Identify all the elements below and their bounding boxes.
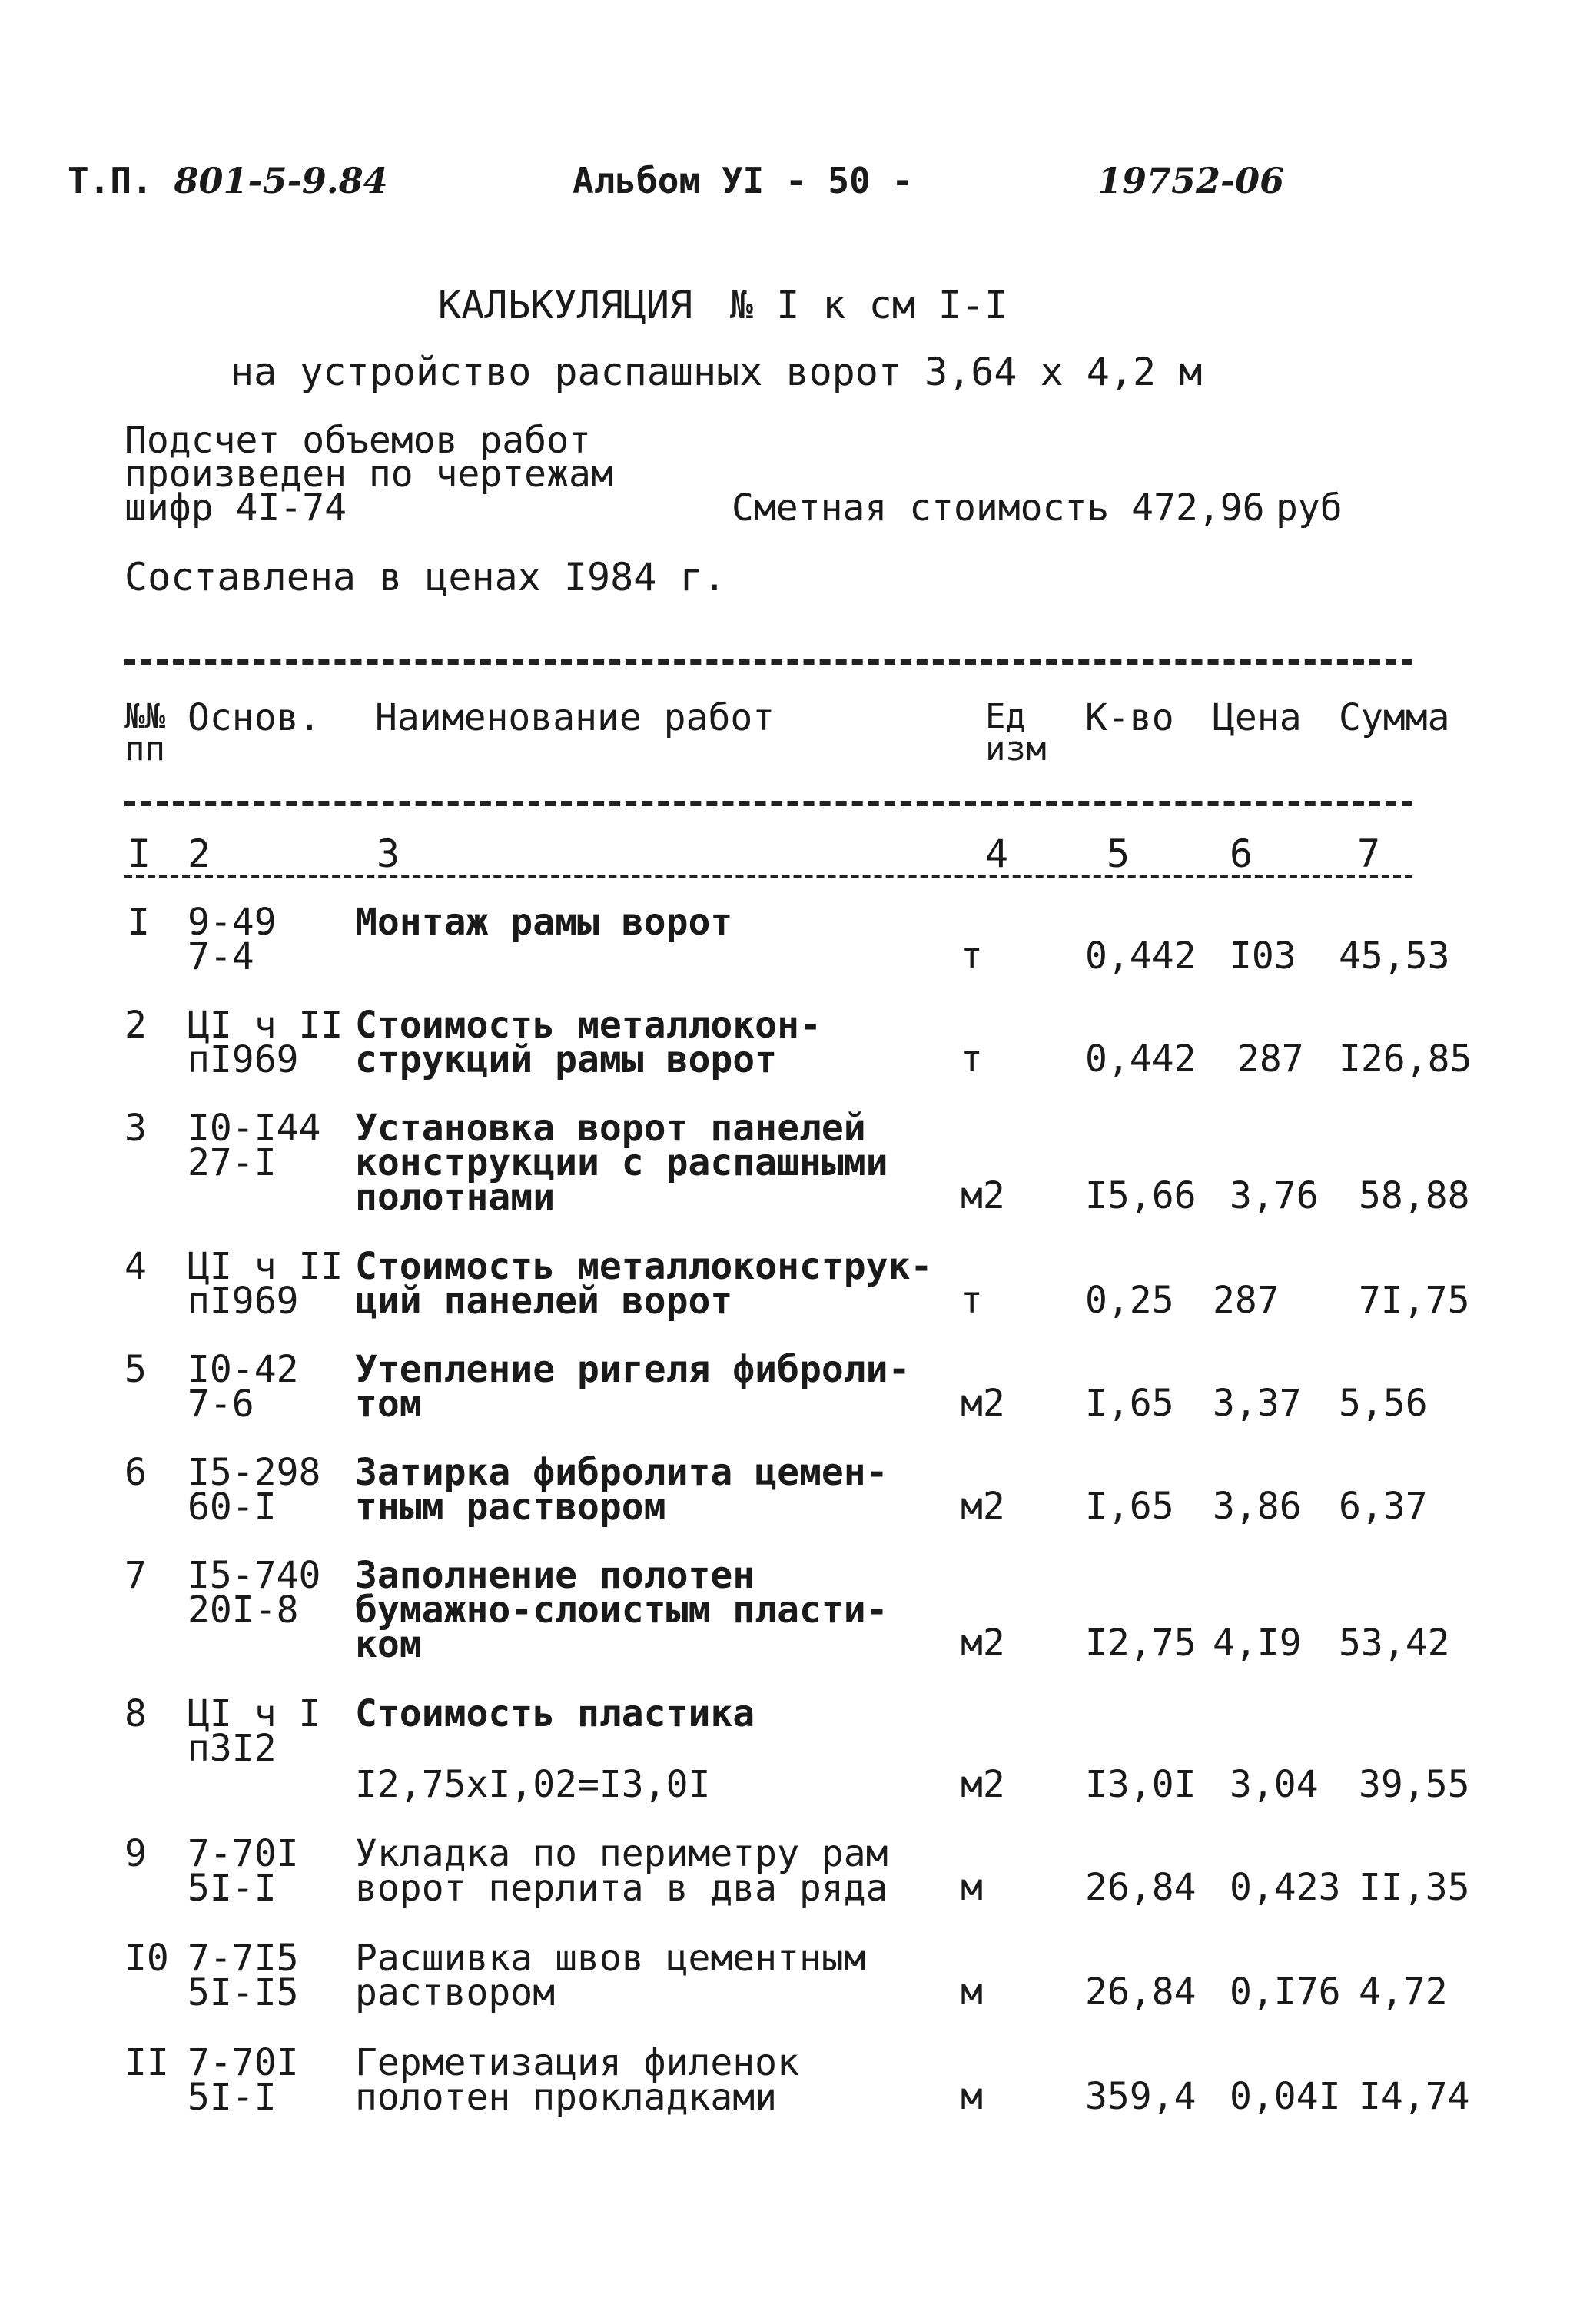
row-price: 3,76: [1230, 1174, 1319, 1217]
row-basis: I0-I44 27-I: [188, 1107, 321, 1184]
col-number-rule: [124, 875, 1412, 878]
header-no: №№ пп: [124, 697, 165, 769]
header-name: Наименование работ: [375, 696, 775, 739]
col-number-7: 7: [1357, 832, 1381, 876]
row-qty: I2,75: [1085, 1622, 1197, 1665]
row-qty: I,65: [1085, 1485, 1174, 1528]
header-price: Цена: [1213, 696, 1302, 739]
row-sum: 5,56: [1339, 1382, 1428, 1425]
header-bottom-rule: [124, 801, 1412, 806]
row-qty: 26,84: [1085, 1866, 1197, 1909]
row-price: 0,04I: [1230, 2075, 1341, 2118]
estimated-cost-unit: руб: [1276, 486, 1343, 530]
row-sum: 6,37: [1339, 1485, 1428, 1528]
doc-code-prefix: Т.П.: [68, 160, 153, 201]
row-no: 7: [124, 1554, 147, 1597]
row-unit: м2: [961, 1763, 1005, 1806]
row-name: Утепление ригеля фиброли- том: [355, 1348, 911, 1426]
col-number-4: 4: [985, 832, 1009, 876]
row-basis: ЦI ч II пI969: [188, 1245, 344, 1323]
row-price: 0,I76: [1230, 1970, 1341, 2014]
row-qty: 359,4: [1085, 2075, 1197, 2118]
row-unit: м2: [961, 1485, 1005, 1528]
row-price: 287: [1213, 1279, 1280, 1322]
row-unit: м: [961, 2075, 983, 2118]
row-no: 2: [124, 1004, 147, 1047]
row-sum: II,35: [1359, 1866, 1470, 1909]
row-sum: 39,55: [1359, 1763, 1470, 1806]
row-name: Расшивка швов цементным раствором: [355, 1937, 866, 2014]
basis-line-1: Подсчет объемов работ: [124, 419, 591, 462]
row-price: 3,37: [1213, 1382, 1302, 1425]
col-number-5: 5: [1107, 832, 1130, 876]
row-name: Герметизация филенок полотен прокладками: [355, 2041, 799, 2119]
row-basis: 7-70I 5I-I: [188, 1832, 299, 1910]
row-calc-formula: I2,75xI,02=I3,0I: [355, 1763, 711, 1806]
row-sum: 53,42: [1339, 1622, 1450, 1665]
row-name: Монтаж рамы ворот: [355, 901, 733, 944]
row-price: I03: [1230, 935, 1296, 978]
row-name: Стоимость пластика: [355, 1692, 755, 1735]
row-sum: 7I,75: [1359, 1279, 1470, 1322]
row-qty: I5,66: [1085, 1174, 1197, 1217]
row-basis: I0-42 7-6: [188, 1348, 299, 1426]
col-number-3: 3: [377, 832, 400, 876]
row-name: Установка ворот панелей конструкции с распашными полотнами: [355, 1107, 888, 1219]
row-price: 4,I9: [1213, 1622, 1302, 1665]
row-unit: м: [961, 1866, 983, 1909]
row-name: Заполнение полотен бумажно-слоистым пласти- ком: [355, 1554, 888, 1666]
estimated-cost: Сметная стоимость 472,96: [732, 486, 1265, 530]
calc-title: КАЛЬКУЛЯЦИЯ: [438, 283, 693, 327]
row-name: Стоимость металлоконструк- ций панелей ворот: [355, 1245, 933, 1323]
row-sum: 45,53: [1339, 935, 1450, 978]
row-price: 287: [1237, 1038, 1304, 1081]
row-sum: I26,85: [1339, 1038, 1472, 1081]
row-basis: I5-298 60-I: [188, 1451, 321, 1529]
basis-line-3: шифр 4I-74: [124, 486, 347, 530]
row-no: I0: [124, 1937, 169, 1980]
row-no: 8: [124, 1692, 147, 1735]
header-unit: Ед изм: [985, 697, 1047, 769]
row-basis: 7-70I 5I-I: [188, 2041, 299, 2119]
row-qty: I3,0I: [1085, 1763, 1197, 1806]
row-qty: 26,84: [1085, 1970, 1197, 2014]
row-no: 9: [124, 1832, 147, 1875]
row-sum: 58,88: [1359, 1174, 1470, 1217]
col-number-2: 2: [188, 832, 211, 876]
row-qty: 0,25: [1085, 1279, 1174, 1322]
calc-subtitle: на устройство распашных ворот 3,64 х 4,2 м: [231, 350, 1203, 394]
row-qty: 0,442: [1085, 1038, 1197, 1081]
row-unit: т: [961, 935, 983, 978]
row-name: Укладка по периметру рам ворот перлита в два ряда: [355, 1832, 888, 1910]
basis-line-2: произведен по чертежам: [124, 453, 613, 496]
row-no: 6: [124, 1451, 147, 1494]
row-price: 3,04: [1230, 1763, 1319, 1806]
row-sum: I4,74: [1359, 2075, 1470, 2118]
doc-code-handwritten: 801-5-9.84: [174, 160, 388, 201]
row-name: Стоимость металлокон- струкций рамы ворот: [355, 1004, 822, 1081]
row-unit: м2: [961, 1174, 1005, 1217]
row-basis: I5-740 20I-8: [188, 1554, 321, 1632]
album-label: Альбом УI - 50 -: [573, 160, 914, 201]
col-number-6: 6: [1230, 832, 1253, 876]
doc-code: [68, 160, 388, 201]
row-no: 3: [124, 1107, 147, 1150]
row-unit: м2: [961, 1622, 1005, 1665]
row-basis: ЦI ч I п3I2: [188, 1692, 321, 1770]
row-name: Затирка фибролита цемен- тным раствором: [355, 1451, 888, 1529]
doc-number-handwritten: 19752-06: [1097, 160, 1285, 201]
header-basis: Основ.: [188, 696, 321, 739]
row-basis: ЦI ч II пI969: [188, 1004, 344, 1081]
prices-note: Составлена в ценах I984 г.: [124, 555, 726, 599]
header-sum: Сумма: [1339, 696, 1450, 739]
row-basis: 7-7I5 5I-I5: [188, 1937, 299, 2014]
col-number-1: I: [128, 832, 151, 876]
row-basis: 9-49 7-4: [188, 901, 277, 978]
row-sum: 4,72: [1359, 1970, 1448, 2014]
row-price: 0,423: [1230, 1866, 1341, 1909]
row-unit: т: [961, 1038, 983, 1081]
row-price: 3,86: [1213, 1485, 1302, 1528]
row-no: I: [128, 901, 150, 944]
row-qty: I,65: [1085, 1382, 1174, 1425]
row-no: II: [124, 2041, 169, 2084]
row-no: 5: [124, 1348, 147, 1391]
row-qty: 0,442: [1085, 935, 1197, 978]
row-no: 4: [124, 1245, 147, 1288]
calc-number: № I к см I-I: [730, 283, 1008, 327]
row-unit: м: [961, 1970, 983, 2014]
header-qty: К-во: [1085, 696, 1174, 739]
table-top-rule: [124, 659, 1412, 665]
row-unit: м2: [961, 1382, 1005, 1425]
row-unit: т: [961, 1279, 983, 1322]
